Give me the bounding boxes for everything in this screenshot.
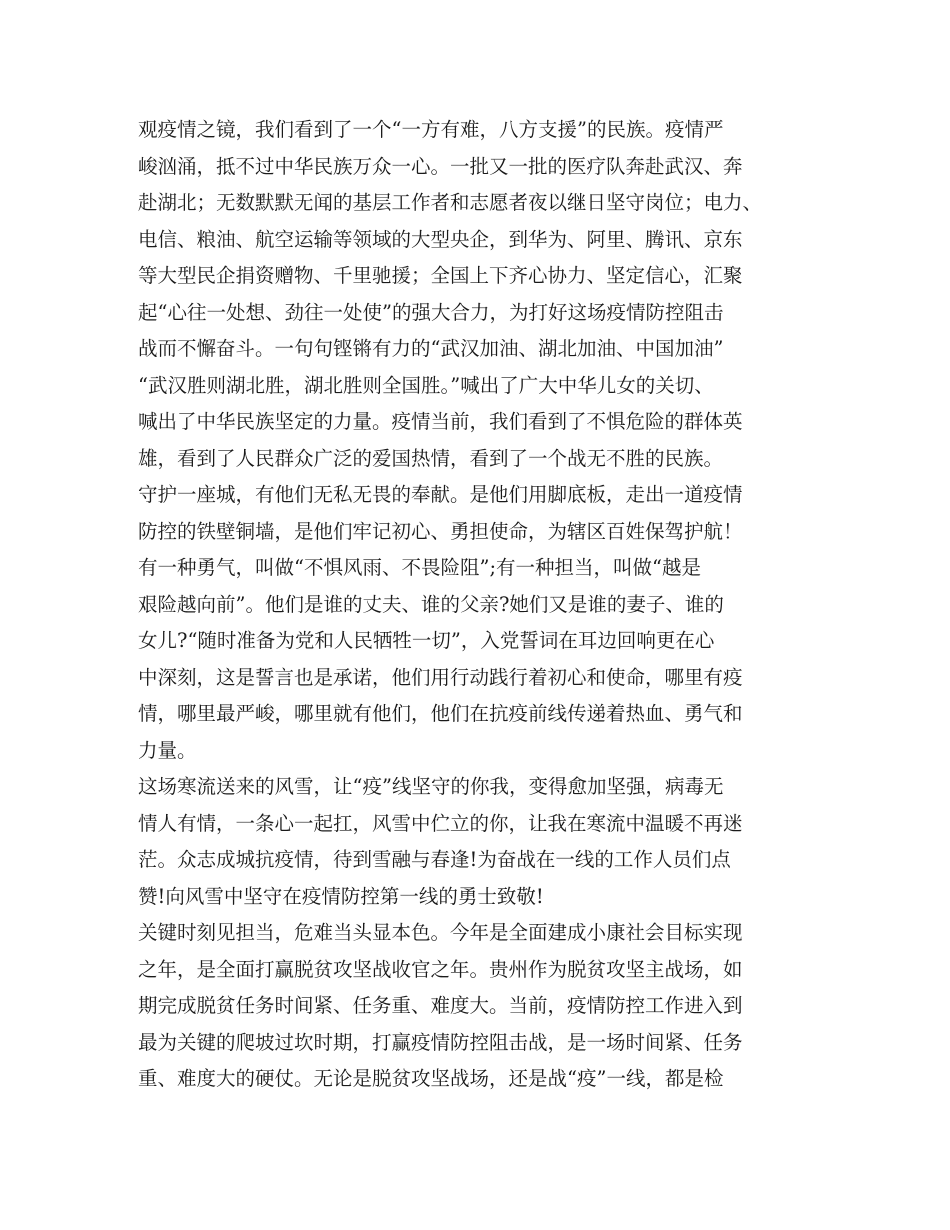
text-line: 守护一座城，有他们无私无畏的奉献。是他们用脚底板，走出一道疫情 [138,483,743,506]
text-line: 力量。 [138,738,197,762]
text-line: 峻汹涌，抵不过中华民族万众一心。一批又一批的医疗队奔赴武汉、奔 [138,154,743,178]
text-line: 情人有情，一条心一起扛，风雪中伫立的你，让我在寒流中温暖不再迷 [138,811,743,835]
text-line: 关键时刻见担当，危难当头显本色。今年是全面建成小康社会目标实现 [138,921,743,944]
text-line: 最为关键的爬坡过坎时期，打赢疫情防控阻击战，是一场时间紧、任务 [138,1030,743,1054]
text-line: 雄，看到了人民群众广泛的爱国热情，看到了一个战无不胜的民族。 [138,446,724,470]
text-line: 赴湖北；无数默默无闻的基层工作者和志愿者夜以继日坚守岗位；电力、 [138,191,763,214]
text-line: 战而不懈奋斗。一句句铿锵有力的“武汉加油、湖北加油、中国加油” [138,337,724,360]
text-line: 观疫情之镜，我们看到了一个“一方有难，八方支援”的民族。疫情严 [138,118,724,141]
text-line: 电信、粮油、航空运输等领域的大型央企，到华为、阿里、腾讯、京东 [138,227,743,251]
text-line: 艰险越向前”。他们是谁的丈夫、谁的父亲?她们又是谁的妻子、谁的 [138,592,724,616]
text-line: “武汉胜则湖北胜，湖北胜则全国胜。”喊出了广大中华儿女的关切、 [138,373,714,397]
text-line: 防控的铁壁铜墙，是他们牢记初心、勇担使命，为辖区百姓保驾护航！ [138,519,743,543]
text-line: 期完成脱贫任务时间紧、任务重、难度大。当前，疫情防控工作进入到 [138,994,743,1017]
text-line: 重、难度大的硬仗。无论是脱贫攻坚战场，还是战“疫”一线，都是检 [138,1067,724,1090]
text-line: 这场寒流送来的风雪，让“疫”线坚守的你我，变得愈加坚强，病毒无 [138,775,724,798]
text-line: 之年，是全面打赢脱贫攻坚战收官之年。贵州作为脱贫攻坚主战场，如 [138,957,743,981]
text-line: 有一种勇气，叫做“不惧风雨、不畏险阻”;有一种担当，叫做“越是 [138,556,701,579]
text-line: 喊出了中华民族坚定的力量。疫情当前，我们看到了不惧危险的群体英 [138,410,743,433]
text-line: 起“心往一处想、劲往一处使”的强大合力，为打好这场疫情防控阻击 [138,300,724,324]
text-line: 赞!向风雪中坚守在疫情防控第一线的勇士致敬! [138,884,544,908]
text-line: 等大型民企捐资赠物、千里驰援；全国上下齐心协力、坚定信心，汇聚 [138,264,743,287]
text-line: 女儿?“随时准备为党和人民牺牲一切”，入党誓词在耳边回响更在心 [138,629,715,652]
text-line: 中深刻，这是誓言也是承诺，他们用行动践行着初心和使命，哪里有疫 [138,665,743,689]
document-body [138,112,828,1098]
text-line: 茫。众志成城抗疫情，待到雪融与春逢!为奋战在一线的工作人员们点 [138,848,731,871]
text-line: 情，哪里最严峻，哪里就有他们，他们在抗疫前线传递着热血、勇气和 [138,702,743,725]
